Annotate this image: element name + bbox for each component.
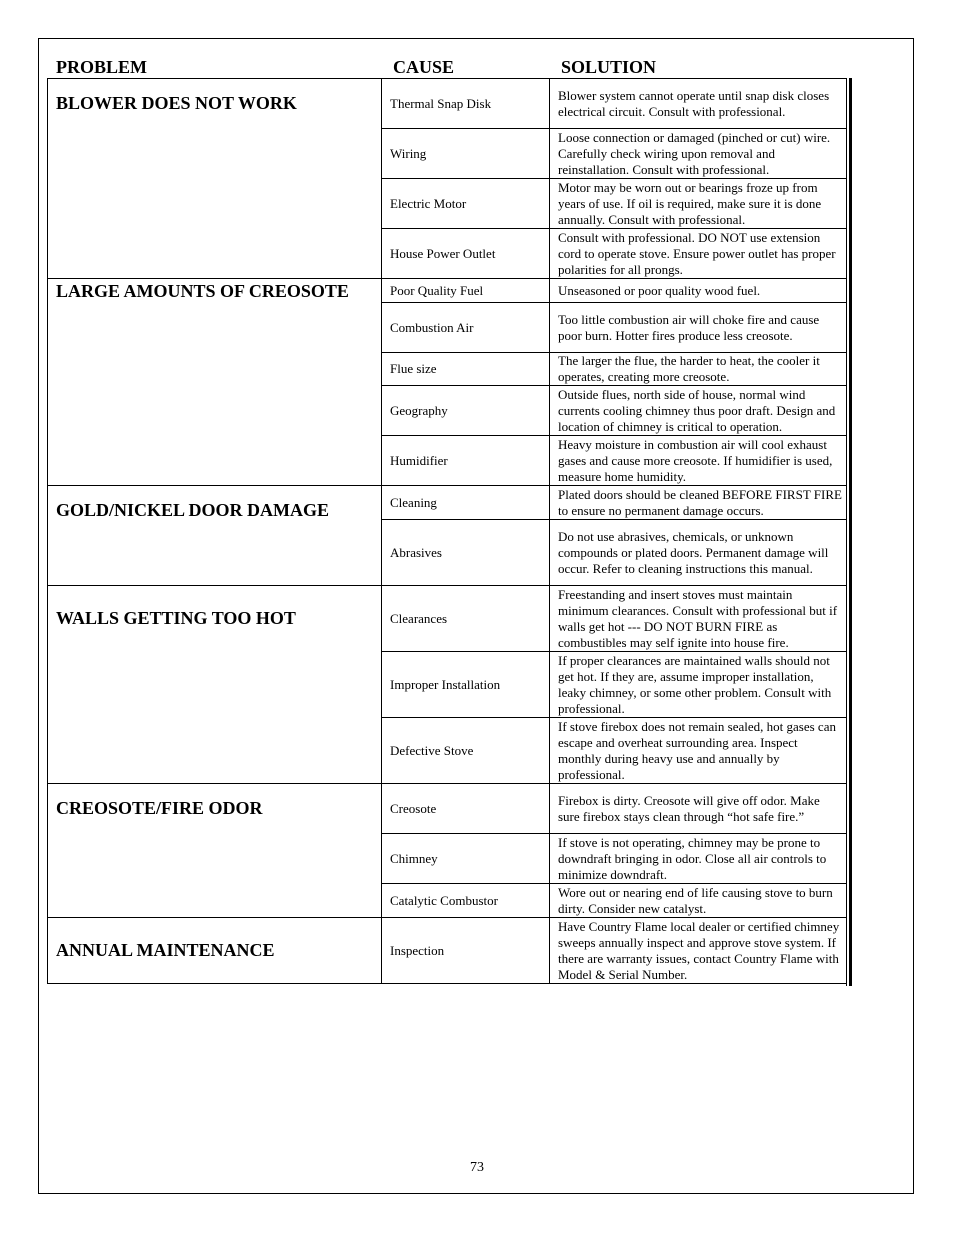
table-right-border [846,78,852,986]
troubleshooting-table [47,78,847,984]
solution-cell: Too little combustion air will choke fire and cause poor burn. Hotter fires produce less creosote. [550,303,847,353]
solution-cell: Consult with professional. DO NOT use extension cord to operate stove. Ensure power outlet has proper polarities for all prongs. [550,229,847,279]
header-solution: SOLUTION [561,57,657,77]
solution-cell: If proper clearances are maintained walls should not get hot. If they are, assume improper installation, leaky chimney, or some other problem. Consult with professional. [550,652,847,718]
solution-cell: Outside flues, north side of house, normal wind currents cooling chimney thus poor draft. Design and location of chimney is critical to operation. [550,386,847,436]
cause-cell: Wiring [382,129,550,179]
cause-cell: Chimney [382,834,550,884]
problem-cell: LARGE AMOUNTS OF CREOSOTE [48,279,382,486]
cause-cell: Humidifier [382,436,550,486]
cause-cell: Inspection [382,918,550,984]
solution-cell: Loose connection or damaged (pinched or cut) wire. Carefully check wiring upon removal and reinstallation. Consult with professional. [550,129,847,179]
cause-cell: Creosote [382,784,550,834]
cause-cell: Flue size [382,353,550,386]
table-row [48,79,847,129]
solution-cell: Heavy moisture in combustion air will cool exhaust gases and cause more creosote. If humidifier is used, measure home humidity. [550,436,847,486]
cause-cell: Cleaning [382,486,550,520]
problem-cell: GOLD/NICKEL DOOR DAMAGE [48,486,382,586]
problem-cell: ANNUAL MAINTENANCE [48,918,382,984]
solution-cell: If stove firebox does not remain sealed, hot gases can escape and overheat surrounding area. Inspect monthly during heavy use and annually by professional. [550,718,847,784]
solution-cell: Plated doors should be cleaned BEFORE FIRST FIRE to ensure no permanent damage occurs. [550,486,847,520]
header-cause: CAUSE [393,57,455,77]
solution-cell: The larger the flue, the harder to heat, the cooler it operates, creating more creosote. [550,353,847,386]
cause-cell: Catalytic Combustor [382,884,550,918]
cause-cell: Clearances [382,586,550,652]
cause-cell: House Power Outlet [382,229,550,279]
table-row [48,486,847,520]
solution-cell: Unseasoned or poor quality wood fuel. [550,279,847,303]
page-number: 73 [470,1160,484,1175]
cause-cell: Poor Quality Fuel [382,279,550,303]
cause-cell: Thermal Snap Disk [382,79,550,129]
solution-cell: If stove is not operating, chimney may be prone to downdraft bringing in odor. Close all air controls to minimize downdraft. [550,834,847,884]
solution-cell: Have Country Flame local dealer or certified chimney sweeps annually inspect and approve stove system. If there are warranty issues, contact Country Flame with Model & Serial Number. [550,918,847,984]
problem-cell: WALLS GETTING TOO HOT [48,586,382,784]
problem-cell: CREOSOTE/FIRE ODOR [48,784,382,918]
solution-cell: Firebox is dirty. Creosote will give off odor. Make sure firebox stays clean through “hot safe fire.” [550,784,847,834]
solution-cell: Wore out or nearing end of life causing stove to burn dirty. Consider new catalyst. [550,884,847,918]
cause-cell: Geography [382,386,550,436]
table-row [48,918,847,984]
solution-cell: Freestanding and insert stoves must maintain minimum clearances. Consult with professional but if walls get hot --- DO NOT BURN FIRE as combustibles may self ignite into house fire. [550,586,847,652]
cause-cell: Combustion Air [382,303,550,353]
cause-cell: Improper Installation [382,652,550,718]
table-header [56,57,856,79]
solution-cell: Motor may be worn out or bearings froze up from years of use. If oil is required, make sure it is done annually. Consult with professional. [550,179,847,229]
solution-cell: Do not use abrasives, chemicals, or unknown compounds or plated doors. Permanent damage will occur. Refer to cleaning instructions this manual. [550,520,847,586]
table-row [48,784,847,834]
cause-cell: Defective Stove [382,718,550,784]
solution-cell: Blower system cannot operate until snap disk closes electrical circuit. Consult with professional. [550,79,847,129]
problem-cell: BLOWER DOES NOT WORK [48,79,382,279]
header-problem: PROBLEM [56,57,148,77]
cause-cell: Abrasives [382,520,550,586]
cause-cell: Electric Motor [382,179,550,229]
table-row [48,586,847,652]
table-row [48,279,847,303]
